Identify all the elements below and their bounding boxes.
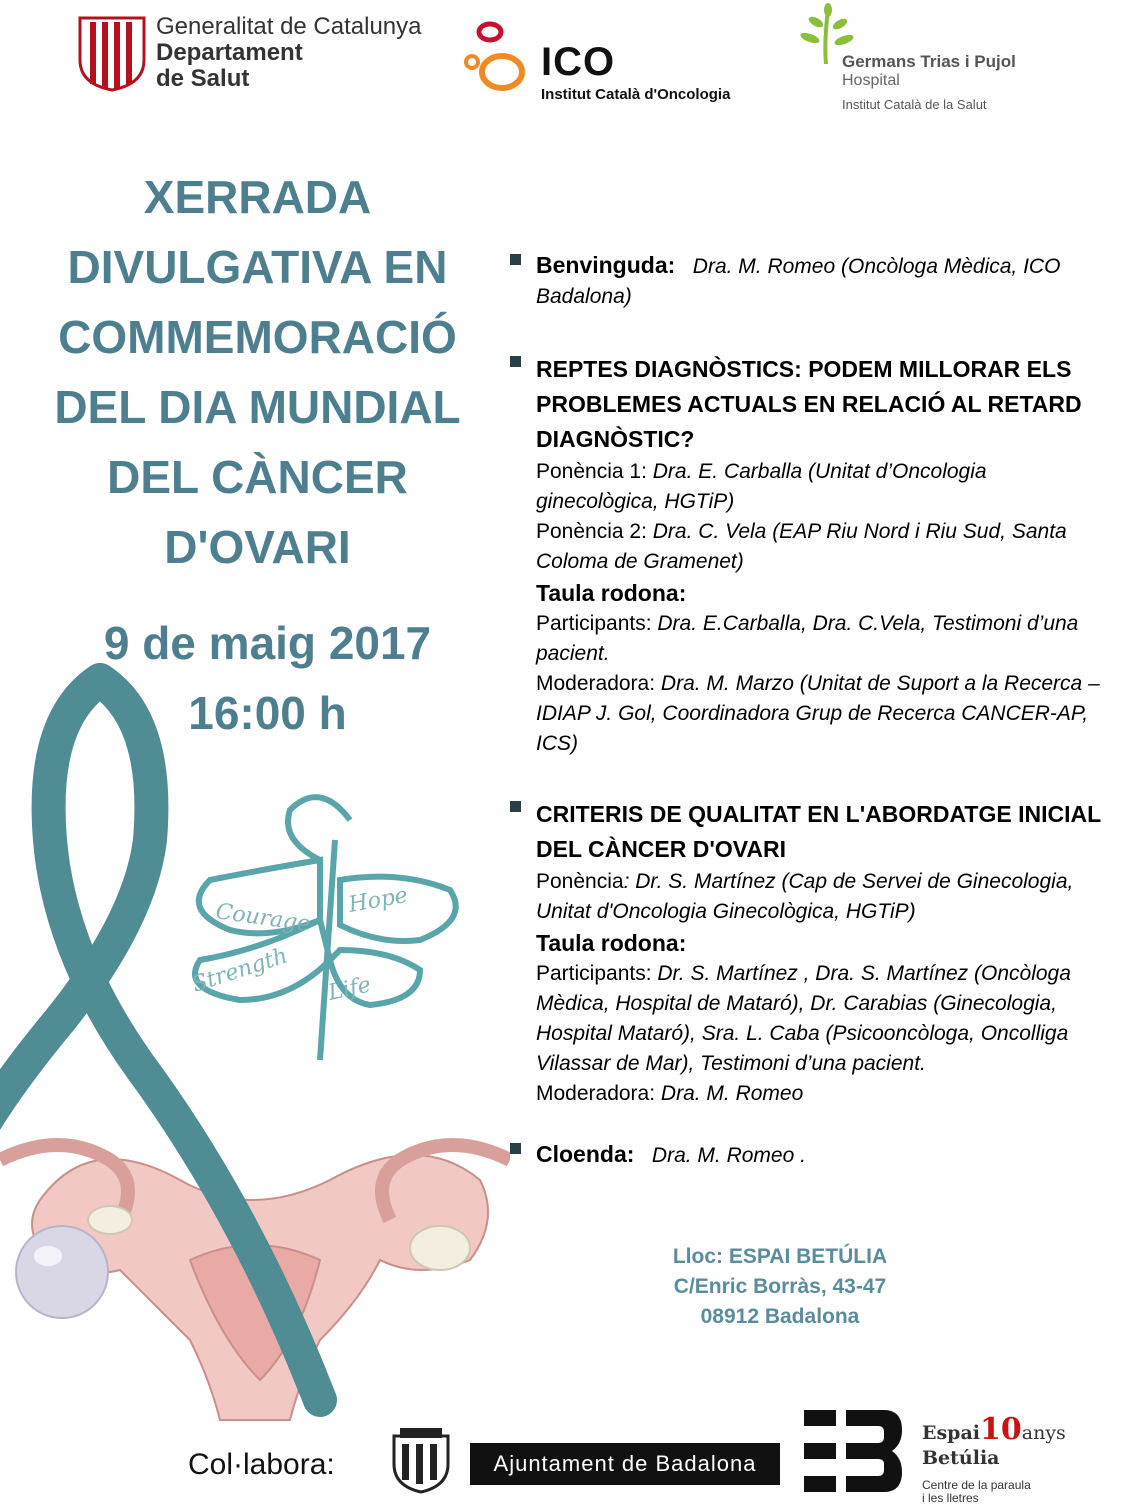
title-line: DEL CÀNCER: [107, 451, 408, 503]
bullet-icon: [510, 1143, 521, 1154]
welcome-label: Benvinguda:: [536, 252, 676, 278]
round-table-heading: Taula rodona:: [536, 930, 687, 956]
ico-logo: [460, 14, 540, 100]
moderator-label: Moderadora:: [536, 1082, 661, 1105]
talk-label: Ponència: [536, 870, 624, 893]
event-title: [20, 162, 495, 582]
espai-word: Espai: [922, 1422, 980, 1444]
generalitat-line2: Departament: [156, 39, 303, 66]
ribbon-word-courage: Courage: [214, 899, 312, 938]
talk-speaker: : Dr. S. Martínez (Cap de Servei de Ginecologia, Unitat d'Oncologia Ginecològica, HGTiP): [536, 870, 1074, 923]
espai-betulia-mark: [804, 1410, 902, 1492]
bullet-icon: [510, 801, 521, 812]
badalona-crest: [386, 1424, 456, 1494]
hospital-name: Germans Trias i Pujol: [842, 52, 1016, 71]
welcome-speaker: Dra. M. Romeo (Oncòloga Mèdica, ICO Badalona): [536, 255, 1061, 308]
ten-years-number: 10: [980, 1412, 1022, 1447]
program-item-section1: [510, 352, 1110, 759]
section2-title: CRITERIS DE QUALITAT EN L'ABORDATGE INICIAL DEL CÀNCER D'OVARI: [536, 801, 1101, 862]
crest-icon: [386, 1424, 456, 1494]
program: [510, 250, 1110, 1171]
program-item-section2: [510, 797, 1110, 1109]
closing-speaker: Dra. M. Romeo .: [651, 1144, 806, 1167]
years-word: anys: [1021, 1422, 1066, 1444]
participants-label: Participants:: [536, 962, 658, 985]
betulia-word: Betúlia: [922, 1447, 1000, 1469]
event-time: 16:00 h: [188, 687, 347, 739]
event-datetime: [20, 608, 515, 748]
participants-list: Dra. E.Carballa, Dra. C.Vela, Testimoni d’una pacient.: [536, 612, 1079, 665]
espai-tagline-1: Centre de la paraula: [922, 1478, 1031, 1492]
venue: [600, 1242, 960, 1332]
venue-name: Lloc: ESPAI BETÚLIA: [672, 1245, 888, 1268]
ico-full-name: Institut Català d'Oncologia: [541, 86, 731, 103]
talk1-label: Ponència 1:: [536, 460, 653, 483]
bullet-icon: [510, 254, 521, 265]
ico-name: ICO: [541, 40, 616, 84]
catalan-flag-icon: [76, 16, 148, 92]
section1-title: REPTES DIAGNÒSTICS: PODEM MILLORAR ELS PROBLEMES ACTUALS EN RELACIÓ AL RETARD DIAGNÒSTIC?: [536, 356, 1082, 452]
program-item-welcome: [510, 250, 1110, 312]
ribbon-word-hope: Hope: [346, 882, 410, 918]
awareness-ribbon-icon: [0, 660, 510, 1450]
generalitat-line1: Generalitat de Catalunya: [156, 13, 422, 40]
talk1-speaker: Dra. E. Carballa (Unitat d’Oncologia ginecològica, HGTiP): [536, 460, 987, 513]
bullet-icon: [510, 356, 521, 367]
generalitat-name: [156, 14, 422, 92]
espai-betulia-logo: [922, 1412, 1066, 1505]
title-line: D'OVARI: [164, 521, 351, 573]
talk2-label: Ponència 2:: [536, 520, 653, 543]
title-line: DIVULGATIVA EN: [67, 241, 448, 293]
event-date: 9 de maig 2017: [103, 617, 432, 669]
eb-logo-icon: [804, 1410, 902, 1492]
ico-circles-icon: [460, 14, 540, 100]
ribbon-word-strength: Strength: [189, 943, 291, 998]
title-line: DEL DIA MUNDIAL: [54, 381, 461, 433]
generalitat-logo: [76, 16, 148, 92]
generalitat-line3: de Salut: [156, 65, 250, 92]
ribbon-word-life: Life: [326, 972, 374, 1006]
ajuntament-badalona-logo: Ajuntament de Badalona: [470, 1443, 780, 1485]
moderator-name: Dra. M. Romeo: [660, 1082, 804, 1105]
espai-tagline-2: i les lletres: [922, 1491, 979, 1505]
participants-list: Dr. S. Martínez , Dra. S. Martínez (Oncòloga Mèdica, Hospital de Mataró), Dr. Carabias (Ginecologia, Hospital Mataró), Sra. L. Caba (Psicooncòloga, Oncolliga Vilassar de Mar), Testimoni d’una pacient.: [536, 962, 1071, 1075]
participants-label: Participants:: [536, 612, 658, 635]
program-item-closing: [510, 1139, 1110, 1171]
collaborates-label: Col·labora:: [188, 1448, 335, 1481]
hospital-institute: Institut Català de la Salut: [842, 97, 987, 112]
moderator-label: Moderadora:: [536, 672, 661, 695]
talk2-speaker: Dra. C. Vela (EAP Riu Nord i Riu Sud, Santa Coloma de Gramenet): [536, 520, 1067, 573]
title-line: XERRADA: [143, 171, 372, 223]
hospital-label: Hospital: [842, 72, 900, 89]
closing-label: Cloenda:: [536, 1141, 635, 1167]
venue-city: 08912 Badalona: [700, 1305, 860, 1328]
venue-address: C/Enric Borràs, 43-47: [673, 1275, 887, 1298]
moderator-name: Dra. M. Marzo (Unitat de Suport a la Recerca – IDIAP J. Gol, Coordinadora Grup de Recerca CANCER-AP, ICS): [536, 672, 1100, 755]
title-line: COMMEMORACIÓ: [58, 311, 457, 363]
round-table-heading: Taula rodona:: [536, 580, 687, 606]
ribbon-illustration: [0, 660, 510, 1450]
